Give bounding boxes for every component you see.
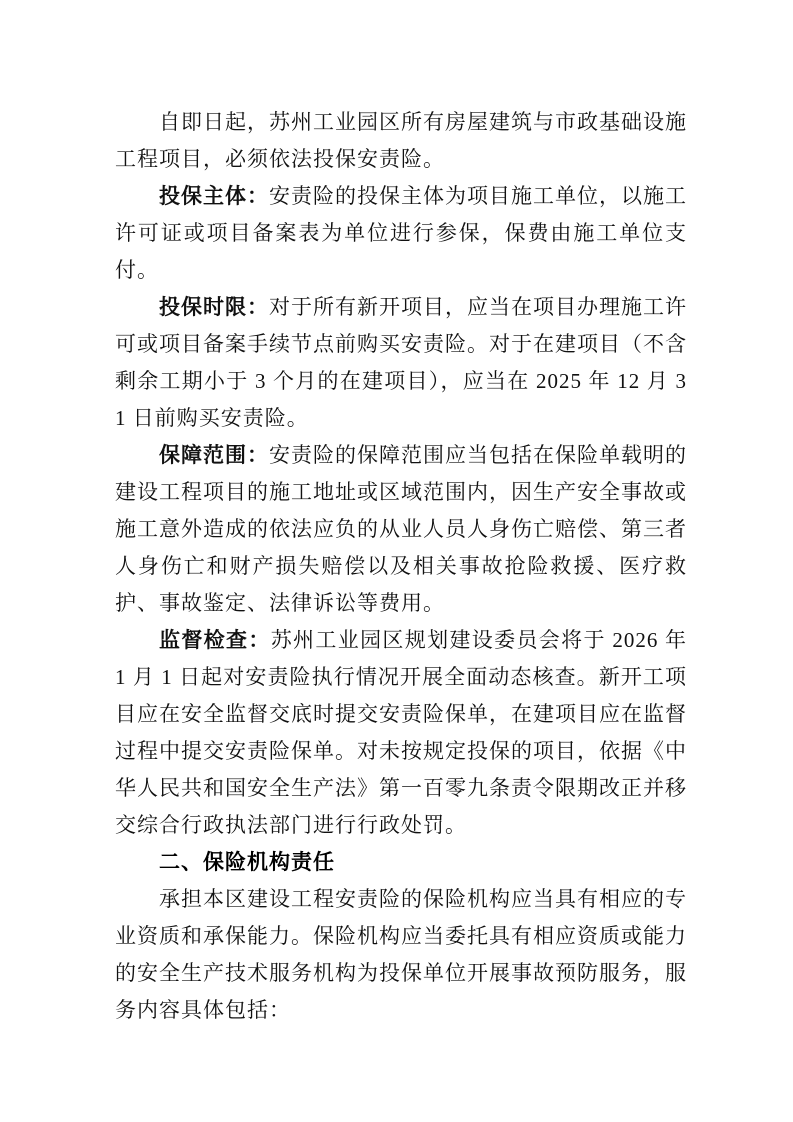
paragraph-text: 安责险的保障范围应当包括在保险单载明的建设工程项目的施工地址或区域范围内，因生产安全事故或施工意外造成的依法应负的从业人员人身伤亡赔偿、第三者人身伤亡和财产损失赔偿以及相关事故抢险救援、医疗救护、事故鉴定、法律诉讼等费用。 [115,443,687,615]
document-body [115,104,687,1029]
body-paragraph [115,622,687,844]
paragraph-text: 苏州工业园区规划建设委员会将于 2026 年 1 月 1 日起对安责险执行情况开展全面动态核查。新开工项目应在安全监督交底时提交安责险保单，在建项目应在监督过程中提交安责险保单。对未按规定投保的项目，依据《中华人民共和国安全生产法》第一百零九条责令限期改正并移交综合行政执法部门进行行政处罚。 [115,628,688,837]
paragraph-text: 安责险的投保主体为项目施工单位，以施工许可证或项目备案表为单位进行参保，保费由施工单位支付。 [115,184,687,282]
paragraph-text: 对于所有新开项目，应当在项目办理施工许可或项目备案手续节点前购买安责险。对于在建项目（不含剩余工期小于 3 个月的在建项目），应当在 2025 年 12 月 31 日前购买安责险。 [115,295,687,430]
paragraph-text: 承担本区建设工程安责险的保险机构应当具有相应的专业资质和承保能力。保险机构应当委托具有相应资质或能力的安全生产技术服务机构为投保单位开展事故预防服务，服务内容具体包括： [115,887,687,1022]
paragraph-label: 监督检查： [159,629,271,652]
body-paragraph [115,437,687,622]
section-heading: 二、保险机构责任 [159,851,335,874]
paragraph-label: 投保时限： [159,296,269,319]
paragraph-text: 自即日起，苏州工业园区所有房屋建筑与市政基础设施工程项目，必须依法投保安责险。 [115,110,687,171]
body-paragraph [115,178,687,289]
paragraph-label: 投保主体： [159,185,269,208]
paragraph-label: 保障范围： [159,444,269,467]
body-paragraph [115,104,687,178]
body-paragraph [115,289,687,437]
body-paragraph [115,881,687,1029]
